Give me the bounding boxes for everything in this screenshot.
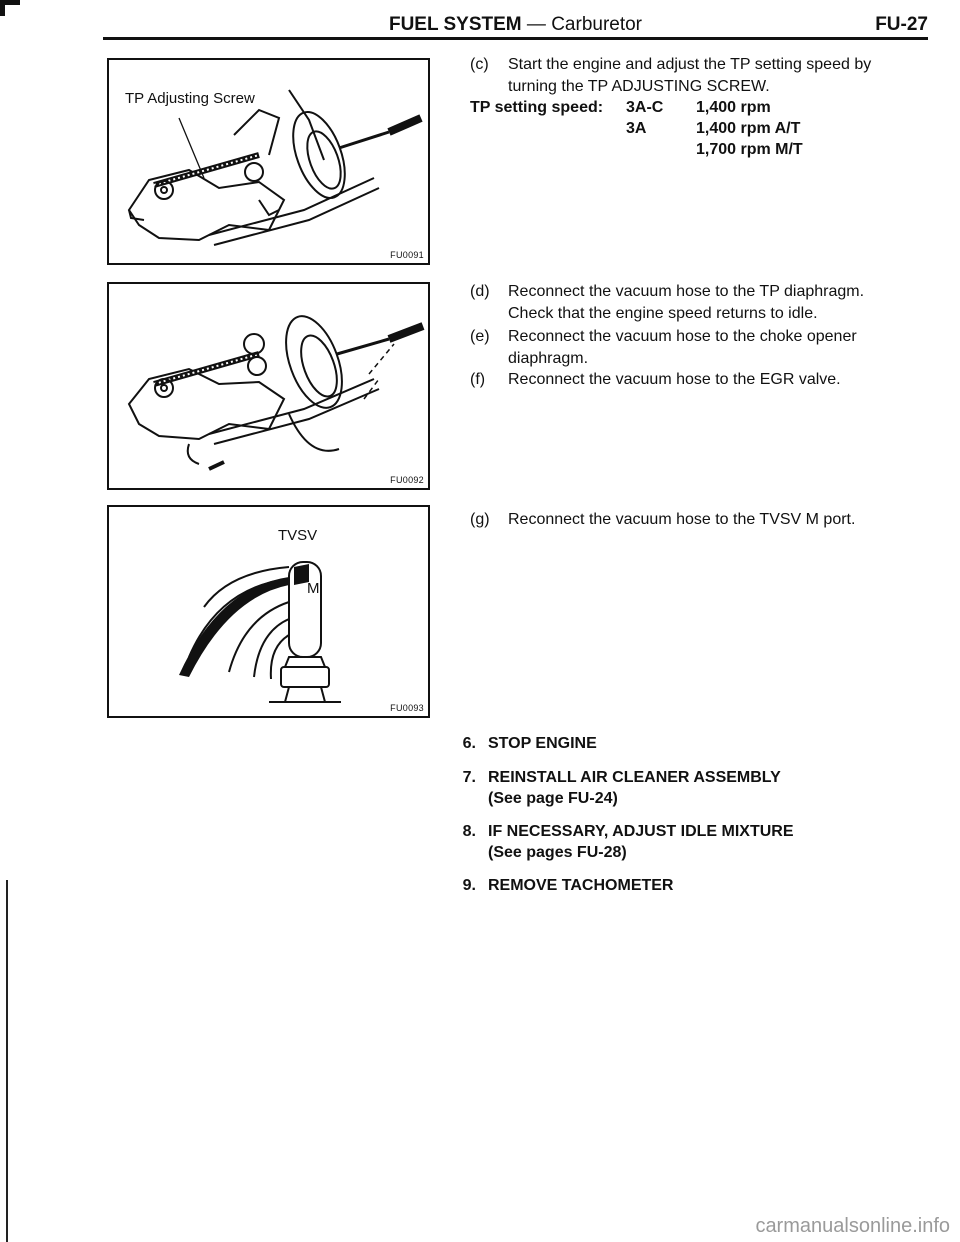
figure-label-tvsv: TVSV [278,527,318,544]
step-text: Start the engine and adjust the TP setting speed by [508,56,872,73]
step-text: diaphragm. [508,350,589,367]
procedure-number: 9. [462,877,476,894]
step-label: (f) [470,371,486,388]
page-number: FU-27 [875,14,928,35]
step-text: Reconnect the vacuum hose to the TP diaphragm. [508,283,865,300]
figure-code: FU0093 [390,703,424,713]
spec-model: 3A [626,120,647,137]
step-text: Check that the engine speed returns to idle. [508,305,818,322]
step-label: (g) [470,511,490,528]
step-text: Reconnect the vacuum hose to the EGR valve. [508,371,841,388]
step-label: (c) [470,56,489,73]
procedure-number: 6. [462,735,476,752]
site-watermark: carmanualsonline.info [755,1215,950,1237]
step-label: (d) [470,283,490,300]
page-header [103,10,928,38]
figure-tvsv [107,505,430,718]
binding-margin-rule [6,880,8,1242]
step-text: Reconnect the vacuum hose to the TVSV M port. [508,511,856,528]
procedure-title: IF NECESSARY, ADJUST IDLE MIXTURE [488,823,794,840]
procedure-number: 7. [462,769,476,786]
procedure-reference: (See page FU-24) [488,790,618,807]
tvsv-hose-illustration [109,507,428,716]
header-rule [103,37,928,40]
corner-crop-mark [0,0,20,5]
procedure-title: REINSTALL AIR CLEANER ASSEMBLY [488,769,781,786]
header-section: FUEL SYSTEM [388,14,522,35]
procedure-title: REMOVE TACHOMETER [488,877,674,894]
step-label: (e) [470,328,490,345]
procedure-reference: (See pages FU-28) [488,844,627,861]
spec-value: 1,400 rpm A/T [696,120,801,137]
carburetor-linkage-illustration-2 [109,284,428,488]
spec-heading: TP setting speed: [470,99,604,116]
spec-model: 3A-C [626,99,664,116]
step-text: turning the TP ADJUSTING SCREW. [508,78,770,95]
header-subsection: — Carburetor [521,14,643,35]
figure-code: FU0091 [390,250,424,260]
figure-tp-adjusting-screw [107,58,430,265]
spec-value: 1,700 rpm M/T [696,141,803,158]
procedure-number: 8. [462,823,476,840]
figure-code: FU0092 [390,475,424,485]
procedure-title: STOP ENGINE [488,735,597,752]
figure-tp-diaphragm [107,282,430,490]
figure-label-tp-adjusting-screw: TP Adjusting Screw [125,90,255,107]
step-text: Reconnect the vacuum hose to the choke opener [508,328,857,345]
figure-label-m-port: M [307,580,320,597]
header-title [103,14,928,36]
spec-value: 1,400 rpm [696,99,771,116]
